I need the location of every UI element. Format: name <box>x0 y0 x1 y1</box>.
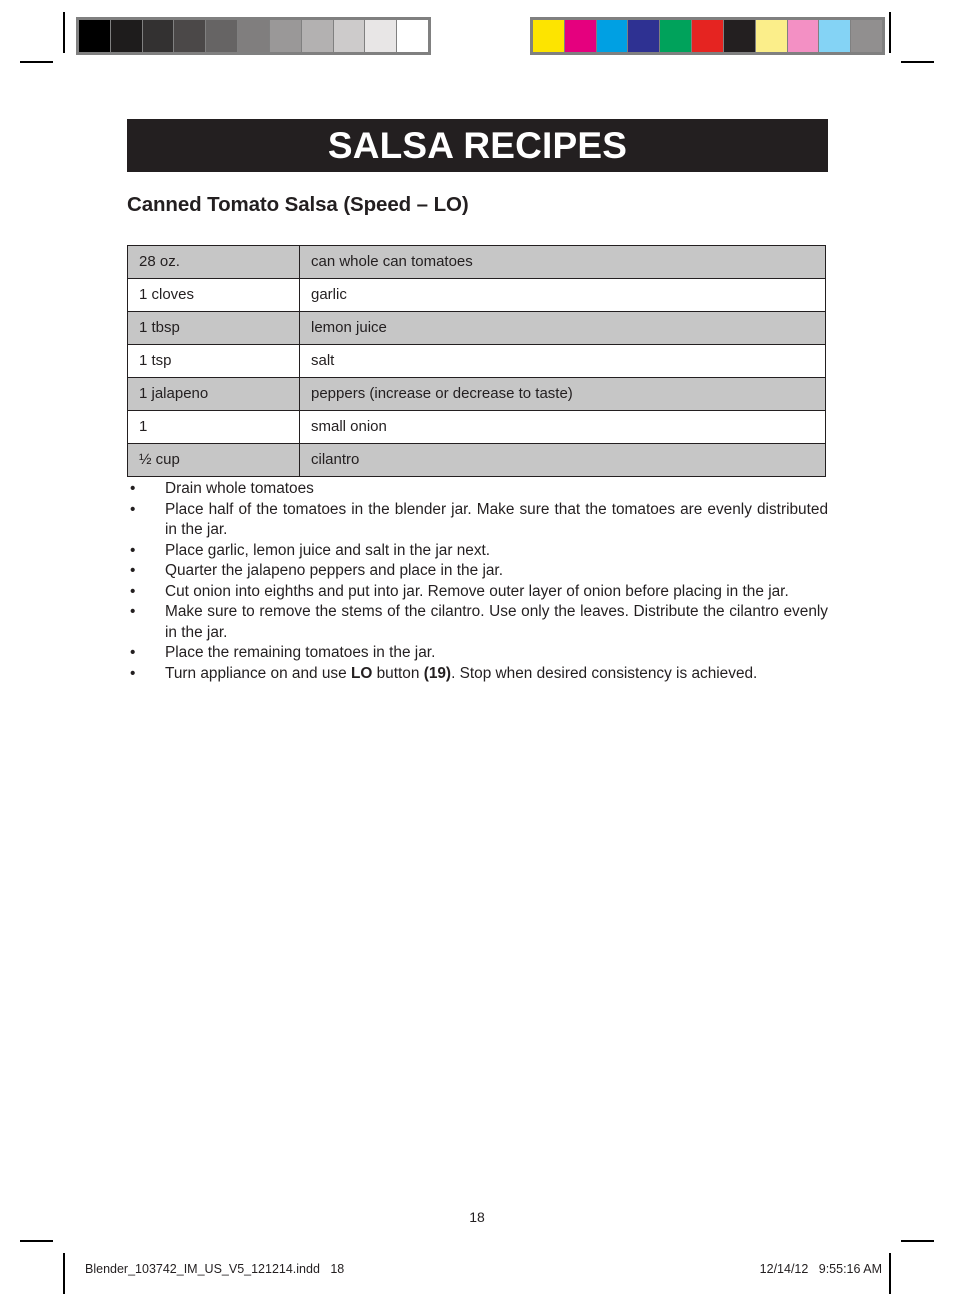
footer-rule-left <box>63 1253 65 1294</box>
list-item <box>127 602 828 643</box>
bullet-icon: • <box>130 562 136 579</box>
ingredient-item: lemon juice <box>300 312 826 345</box>
list-item-text: Place half of the tomatoes in the blender jar. Make sure that the tomatoes are evenly distributed in the jar. <box>165 500 828 538</box>
list-item <box>127 643 828 664</box>
bullet-icon: • <box>130 480 136 497</box>
table-row <box>128 411 826 444</box>
bullet-icon: • <box>130 500 136 518</box>
list-item <box>127 582 828 603</box>
table-row <box>128 444 826 477</box>
list-item-text: Place garlic, lemon juice and salt in the jar next. <box>165 541 491 559</box>
list-item-text: Quarter the jalapeno peppers and place in the jar. <box>165 562 503 579</box>
emphasis-text: LO <box>350 664 373 682</box>
plain-text: Turn appliance on and use <box>165 664 351 682</box>
table-row <box>128 378 826 411</box>
list-item-text: Drain whole tomatoes <box>165 480 314 497</box>
ingredient-item: can whole can tomatoes <box>300 246 826 279</box>
table-row <box>128 345 826 378</box>
list-item-text: Cut onion into eighths and put into jar. Remove outer layer of onion before placing in the jar. <box>165 582 789 600</box>
bullet-icon: • <box>130 644 136 661</box>
ingredient-quantity: 28 oz. <box>128 246 300 279</box>
list-item <box>127 664 828 685</box>
table-row <box>128 246 826 279</box>
ingredient-quantity: ½ cup <box>128 444 300 477</box>
instructions-list <box>127 479 828 684</box>
list-item <box>127 500 828 541</box>
plain-text: . Stop when desired consistency is achieved. <box>451 664 758 682</box>
ingredient-item: salt <box>300 345 826 378</box>
recipe-subtitle: Canned Tomato Salsa (Speed – LO) <box>127 193 469 216</box>
page-title: SALSA RECIPES <box>327 124 628 166</box>
ingredient-quantity: 1 tsp <box>128 345 300 378</box>
ingredient-quantity: 1 jalapeno <box>128 378 300 411</box>
emphasis-text: (19) <box>423 664 452 682</box>
page-number: 18 <box>469 1209 485 1225</box>
plain-text: button <box>372 664 424 682</box>
list-item <box>127 561 828 582</box>
list-item-text: Place the remaining tomatoes in the jar. <box>165 644 436 661</box>
list-item <box>127 479 828 500</box>
bullet-icon: • <box>130 603 136 620</box>
page-title-banner <box>127 119 828 172</box>
ingredient-quantity: 1 cloves <box>128 279 300 312</box>
footer-timestamp: 12/14/12 9:55:16 AM <box>759 1262 882 1276</box>
footer-file-name: Blender_103742_IM_US_V5_121214.indd 18 <box>85 1262 345 1276</box>
list-item-text: Make sure to remove the stems of the cilantro. Use only the leaves. Distribute the cilantro evenly in the jar. <box>165 603 828 641</box>
bullet-icon: • <box>130 582 136 600</box>
table-row <box>128 279 826 312</box>
ingredient-item: peppers (increase or decrease to taste) <box>300 378 826 411</box>
bullet-icon: • <box>130 664 136 682</box>
ingredient-item: cilantro <box>300 444 826 477</box>
ingredient-quantity: 1 tbsp <box>128 312 300 345</box>
ingredients-table <box>127 245 826 477</box>
ingredient-item: garlic <box>300 279 826 312</box>
bullet-icon: • <box>130 541 136 559</box>
ingredient-item: small onion <box>300 411 826 444</box>
table-row <box>128 312 826 345</box>
ingredient-quantity: 1 <box>128 411 300 444</box>
list-item <box>127 541 828 562</box>
footer-rule-right <box>889 1253 891 1294</box>
list-item-text <box>165 665 757 682</box>
